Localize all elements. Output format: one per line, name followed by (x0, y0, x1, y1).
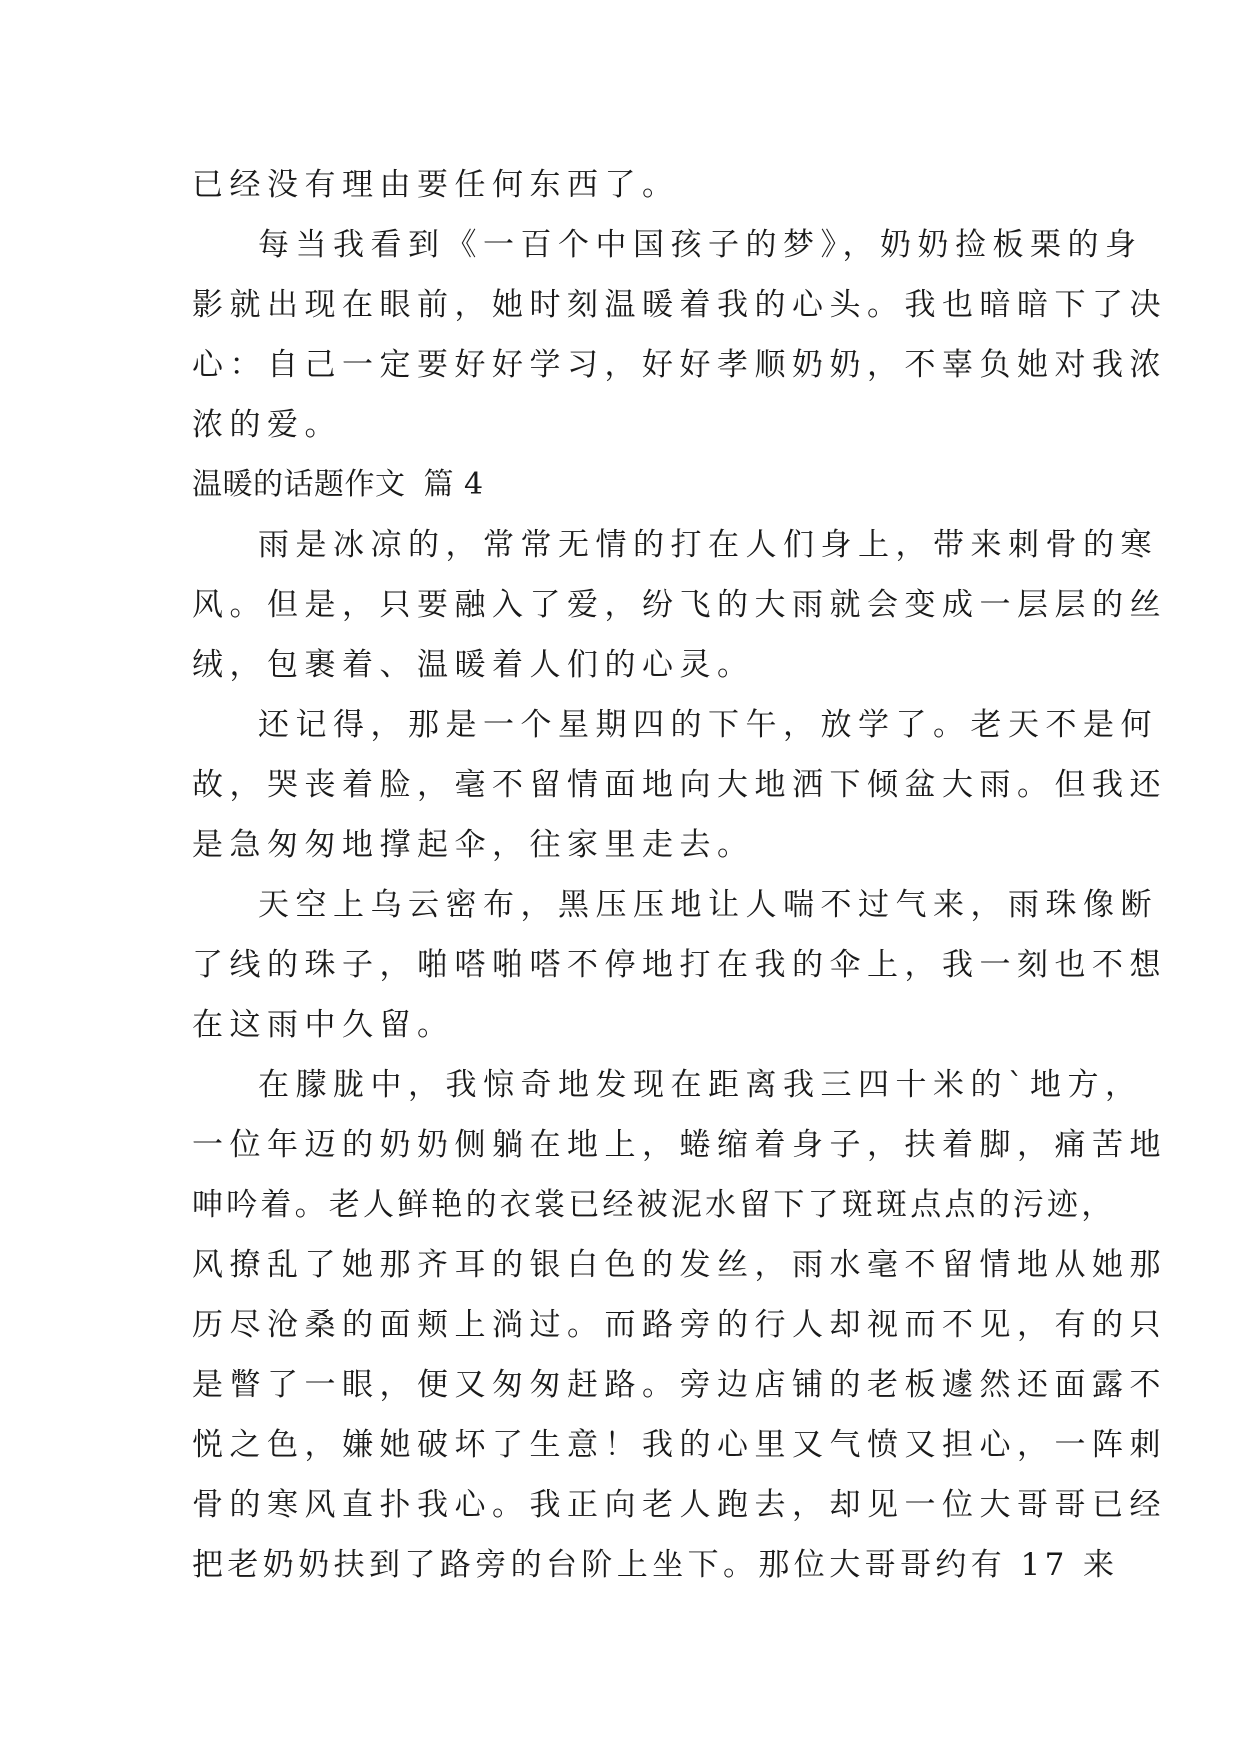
paragraph-line: 了线的珠子，啪嗒啪嗒不停地打在我的伞上，我一刻也不想 (192, 947, 1167, 983)
paragraph-line: 影就出现在眼前，她时刻温暖着我的心头。我也暗暗下了决 (192, 287, 1167, 323)
paragraph-line: 一位年迈的奶奶侧躺在地上，蜷缩着身子，扶着脚，痛苦地 (192, 1127, 1167, 1163)
paragraph-line: 呻吟着。老人鲜艳的衣裳已经被泥水留下了斑斑点点的污迹， (192, 1187, 1116, 1223)
paragraph-line: 绒，包裹着、温暖着人们的心灵。 (192, 647, 755, 683)
paragraph-line: 雨是冰凉的，常常无情的打在人们身上，带来刺骨的寒 (258, 527, 1158, 563)
document-content (192, 155, 1167, 1595)
paragraph-line: 历尽沧桑的面颊上淌过。而路旁的行人却视而不见，有的只 (192, 1307, 1167, 1343)
heading-section-number: 篇 4 (423, 467, 484, 502)
paragraph-line: 已经没有理由要任何东西了。 (192, 167, 680, 203)
paragraph-line: 是瞥了一眼，便又匆匆赶路。旁边店铺的老板遽然还面露不 (192, 1367, 1167, 1403)
section-heading (192, 455, 1047, 515)
paragraph-line: 在朦胧中，我惊奇地发现在距离我三四十米的`地方， (258, 1067, 1143, 1103)
paragraph-line: 浓的爱。 (192, 407, 342, 443)
paragraph-line: 风撩乱了她那齐耳的银白色的发丝，雨水毫不留情地从她那 (192, 1247, 1167, 1283)
paragraph-line: 把老奶奶扶到了路旁的台阶上坐下。那位大哥哥约有 17 来 (192, 1547, 1119, 1583)
paragraph-line: 是急匆匆地撑起伞，往家里走去。 (192, 827, 755, 863)
paragraph-line: 风。但是，只要融入了爱，纷飞的大雨就会变成一层层的丝 (192, 587, 1167, 623)
paragraph-line: 天空上乌云密布，黑压压地让人喘不过气来，雨珠像断 (258, 887, 1158, 923)
paragraph-line: 心：自己一定要好好学习，好好孝顺奶奶，不辜负她对我浓 (192, 347, 1167, 383)
paragraph-line: 在这雨中久留。 (192, 1007, 455, 1043)
heading-title: 温暖的话题作文 (192, 467, 406, 502)
paragraph-line: 还记得，那是一个星期四的下午，放学了。老天不是何 (258, 707, 1158, 743)
paragraph-line: 每当我看到《一百个中国孩子的梦》，奶奶捡板栗的身 (258, 227, 1143, 263)
paragraph-line: 故，哭丧着脸，毫不留情面地向大地洒下倾盆大雨。但我还 (192, 767, 1167, 803)
paragraph-line: 骨的寒风直扑我心。我正向老人跑去，却见一位大哥哥已经 (192, 1487, 1167, 1523)
paragraph-line: 悦之色，嫌她破坏了生意！我的心里又气愤又担心，一阵刺 (192, 1427, 1167, 1463)
